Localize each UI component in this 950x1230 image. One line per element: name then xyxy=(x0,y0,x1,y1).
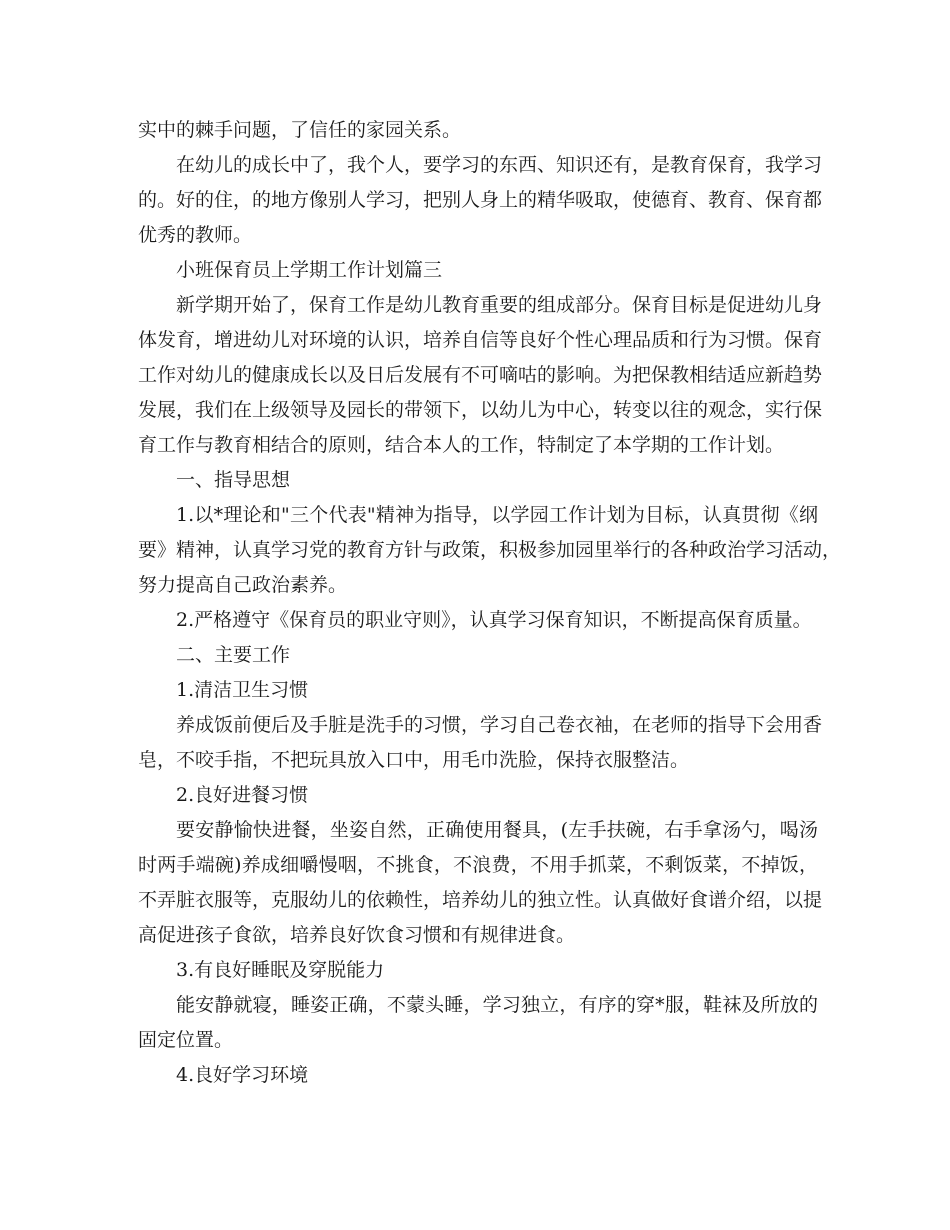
text-line: 固定位置。 xyxy=(138,1029,234,1051)
text-line: 时两手端碗)养成细嚼慢咽，不挑食，不浪费，不用手抓菜，不剩饭菜，不掉饭， xyxy=(138,854,818,876)
text-line: 的。好的住，的地方像别人学习，把别人身上的精华吸取，使德育、教育、保育都 xyxy=(138,189,823,211)
text-line: 优秀的教师。 xyxy=(138,224,253,246)
text-line: 皂，不咬手指，不把玩具放入口中，用毛巾洗脸，保持衣服整洁。 xyxy=(138,749,690,771)
section-heading: 二、主要工作 xyxy=(176,644,291,666)
text-line: 新学期开始了，保育工作是幼儿教育重要的组成部分。保育目标是促进幼儿身 xyxy=(176,294,823,316)
text-line: 育工作与教育相结合的原则，结合本人的工作，特制定了本学期的工作计划。 xyxy=(138,434,785,456)
text-line: 努力提高自己政治素养。 xyxy=(138,574,348,596)
document-body xyxy=(138,113,842,1093)
text-line: 养成饭前便后及手脏是洗手的习惯，学习自己卷衣袖，在老师的指导下会用香 xyxy=(176,714,823,736)
text-line: 发展，我们在上级领导及园长的带领下，以幼儿为中心，转变以往的观念，实行保 xyxy=(138,399,823,421)
subsection-heading: 1.清洁卫生习惯 xyxy=(176,679,309,701)
text-line: 要安静愉快进餐，坐姿自然，正确使用餐具，(左手扶碗，右手拿汤勺，喝汤 xyxy=(176,819,818,841)
subsection-heading: 3.有良好睡眠及穿脱能力 xyxy=(176,959,385,981)
text-line: 在幼儿的成长中了，我个人，要学习的东西、知识还有，是教育保育，我学习 xyxy=(176,154,823,176)
text-line: 2.严格遵守《保育员的职业守则》，认真学习保育知识，不断提高保育质量。 xyxy=(176,609,812,631)
text-line: 体发育，增进幼儿对环境的认识，培养自信等良好个性心理品质和行为习惯。保育 xyxy=(138,329,823,351)
text-line: 不弄脏衣服等，克服幼儿的依赖性，培养幼儿的独立性。认真做好食谱介绍，以提 xyxy=(138,889,823,911)
text-line: 要》精神，认真学习党的教育方针与政策，积极参加园里举行的各种政治学习活动， xyxy=(138,539,842,561)
section-heading: 一、指导思想 xyxy=(176,469,291,491)
text-line: 实中的棘手问题，了信任的家园关系。 xyxy=(138,119,462,141)
text-line: 1.以*理论和"三个代表"精神为指导，以学园工作计划为目标，认真贯彻《纲 xyxy=(176,504,818,526)
subsection-heading: 4.良好学习环境 xyxy=(176,1064,309,1086)
subsection-heading: 2.良好进餐习惯 xyxy=(176,784,309,806)
section-heading: 小班保育员上学期工作计划篇三 xyxy=(176,259,443,281)
text-line: 能安静就寝，睡姿正确，不蒙头睡，学习独立，有序的穿*服，鞋袜及所放的 xyxy=(176,994,818,1016)
text-line: 高促进孩子食欲，培养良好饮食习惯和有规律进食。 xyxy=(138,924,576,946)
text-line: 工作对幼儿的健康成长以及日后发展有不可嘀咕的影响。为把保教相结适应新趋势 xyxy=(138,364,823,386)
